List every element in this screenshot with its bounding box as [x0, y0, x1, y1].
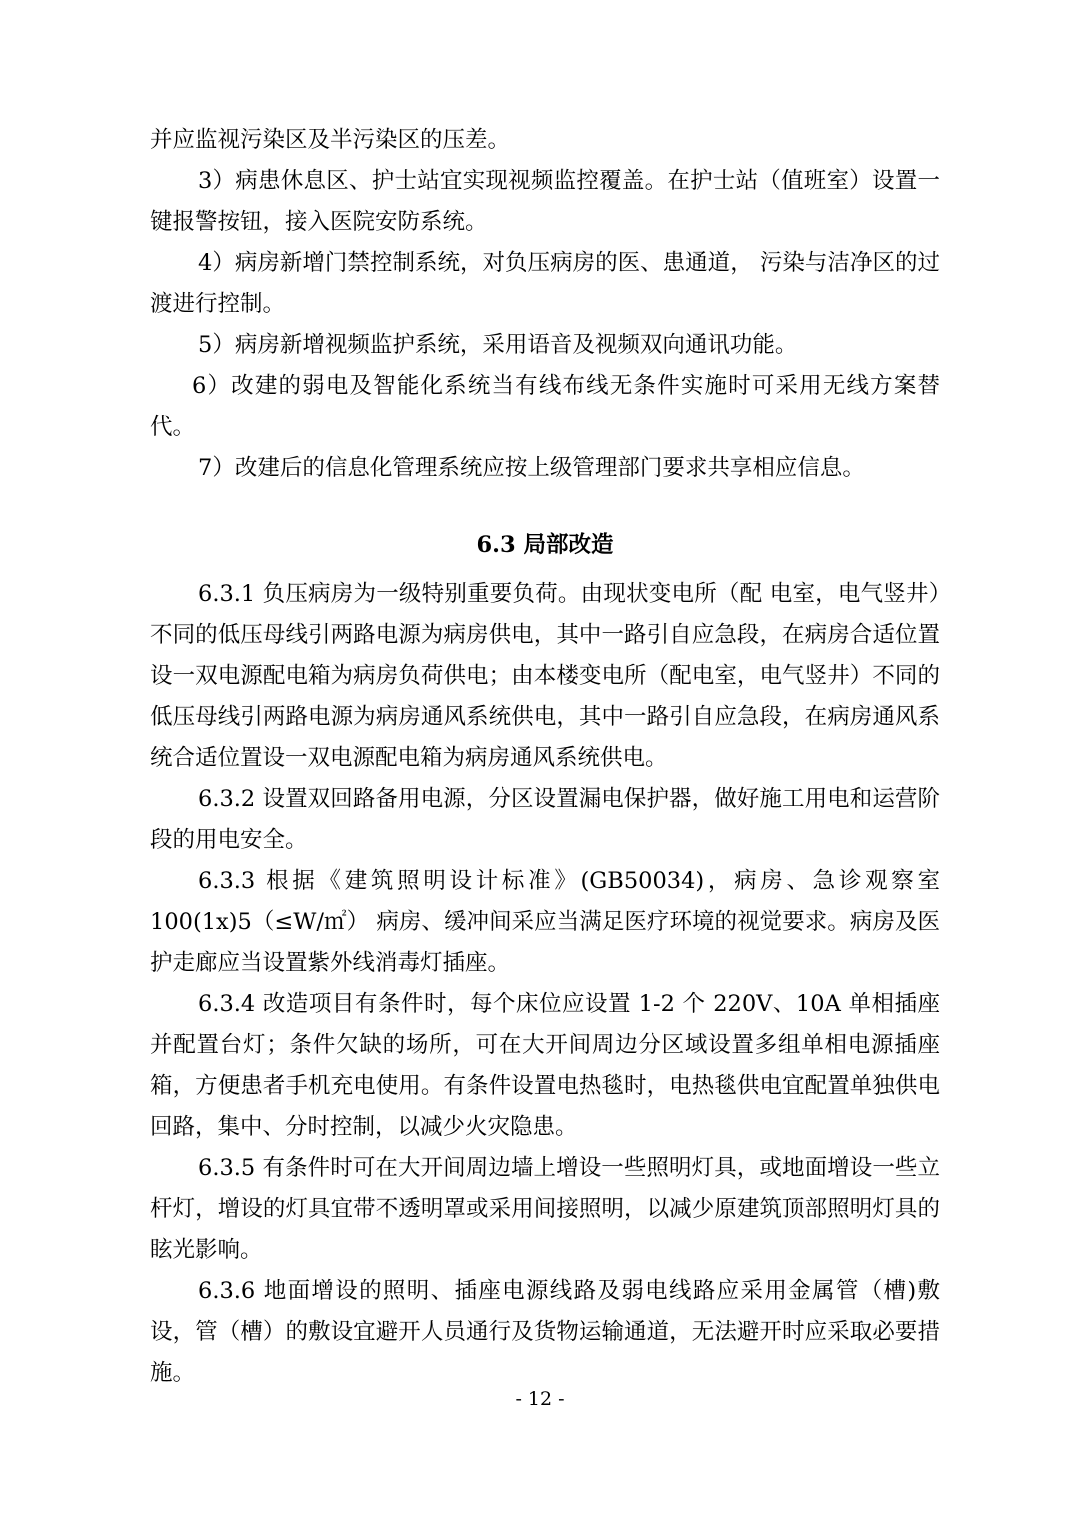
paragraph-6-3-6: 6.3.6 地面增设的照明、插座电源线路及弱电线路应采用金属管（槽)敷设，管（槽）的敷设宜避开人员通行及货物运输通道，无法避开时应采取必要措施。 — [150, 1278, 940, 1386]
section-heading-6-3: 6.3 局部改造 — [476, 532, 614, 558]
paragraph-6-3-4: 6.3.4 改造项目有条件时，每个床位应设置 1-2 个 220V、10A 单相插座并配置台灯；条件欠缺的场所，可在大开间周边分区域设置多组单相电源插座箱，方便患者手机充电使用。有条件设置电热毯时，电热毯供电宜配置单独供电回路，集中、分时控制，以减少火灾隐患。 — [150, 991, 940, 1140]
page-content — [150, 120, 940, 1394]
paragraph-6-3-5: 6.3.5 有条件时可在大开间周边墙上增设一些照明灯具，或地面增设一些立杆灯，增设的灯具宜带不透明罩或采用间接照明，以减少原建筑顶部照明灯具的眩光影响。 — [150, 1155, 940, 1263]
paragraph-item-7: 7）改建后的信息化管理系统应按上级管理部门要求共享相应信息。 — [198, 455, 865, 481]
paragraph-item-6: 6）改建的弱电及智能化系统当有线布线无条件实施时可采用无线方案替代。 — [150, 373, 940, 440]
paragraph-6-3-1: 6.3.1 负压病房为一级特别重要负荷。由现状变电所（配 电室，电气竖井）不同的低压母线引两路电源为病房供电，其中一路引自应急段，在病房合适位置设一双电源配电箱为病房负荷供电；由本楼变电所（配电室，电气竖井）不同的低压母线引两路电源为病房通风系统供电，其中一路引自应急段，在病房通风系统合适位置设一双电源配电箱为病房通风系统供电。 — [150, 581, 940, 771]
paragraph-6-3-3: 6.3.3 根据《建筑照明设计标准》(GB50034)，病房、急诊观察室 100(1x)5（≤W/㎡） 病房、缓冲间采应当满足医疗环境的视觉要求。病房及医护走廊应当设置紫外线消毒灯插座。 — [150, 868, 940, 976]
paragraph-item-5: 5）病房新增视频监护系统，采用语音及视频双向通讯功能。 — [198, 332, 798, 358]
paragraph-continuation: 并应监视污染区及半污染区的压差。 — [150, 127, 511, 153]
paragraph-item-3: 3）病患休息区、护士站宜实现视频监控覆盖。在护士站（值班室）设置一键报警按钮，接入医院安防系统。 — [150, 168, 940, 235]
page-number: - 12 - — [515, 1388, 565, 1410]
paragraph-6-3-2: 6.3.2 设置双回路备用电源，分区设置漏电保护器，做好施工用电和运营阶段的用电安全。 — [150, 786, 940, 853]
paragraph-item-4: 4）病房新增门禁控制系统，对负压病房的医、患通道， 污染与洁净区的过渡进行控制。 — [150, 250, 940, 317]
